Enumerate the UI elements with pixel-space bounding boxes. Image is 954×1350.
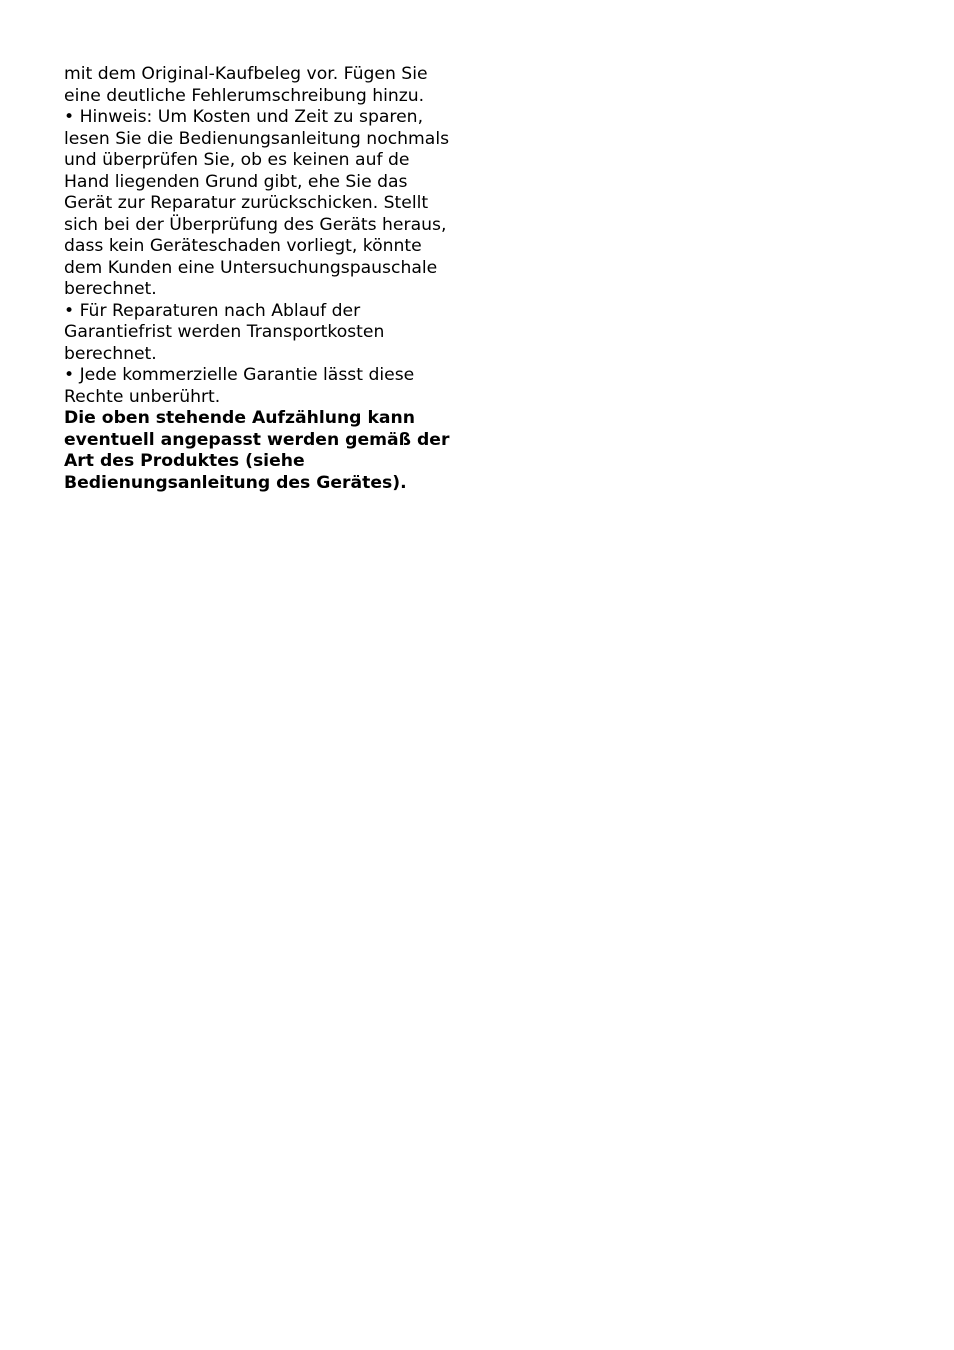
bold-note — [64, 408, 484, 494]
text-line: sich bei der Überprüfung des Geräts heraus, — [64, 214, 447, 235]
text-line: und überprüfen Sie, ob es keinen auf de — [64, 150, 410, 170]
bullet-garantie: • Jede kommerzielle Garantie lässt diese — [64, 365, 415, 385]
bold-note-line: Art des Produktes (siehe — [64, 451, 305, 471]
text-line: berechnet. — [64, 343, 157, 364]
text-line: berechnet. — [64, 279, 157, 299]
text-line: lesen Sie die Bedienungsanleitung nochmals — [64, 128, 450, 149]
document-page — [64, 64, 484, 494]
bold-note-line: eventuell angepasst werden gemäß der — [64, 429, 450, 450]
text-line: dass kein Geräteschaden vorliegt, könnte — [64, 236, 422, 256]
bullet-reparaturen: • Für Reparaturen nach Ablauf der — [64, 300, 361, 321]
bold-note-line: Bedienungsanleitung des Gerätes). — [64, 472, 407, 493]
text-line: eine deutliche Fehlerumschreibung hinzu. — [64, 85, 425, 106]
text-line: Hand liegenden Grund gibt, ehe Sie das — [64, 171, 408, 192]
text-line: Rechte unberührt. — [64, 386, 221, 407]
text-line: mit dem Original-Kaufbeleg vor. Fügen Sie — [64, 64, 428, 84]
bold-note-line: Die oben stehende Aufzählung kann — [64, 408, 415, 428]
text-line: dem Kunden eine Untersuchungspauschale — [64, 257, 438, 278]
text-line: Garantiefrist werden Transportkosten — [64, 322, 385, 342]
text-line: Gerät zur Reparatur zurückschicken. Stellt — [64, 193, 429, 213]
bullet-hinweis: • Hinweis: Um Kosten und Zeit zu sparen, — [64, 107, 424, 127]
warranty-text-block — [64, 64, 484, 408]
